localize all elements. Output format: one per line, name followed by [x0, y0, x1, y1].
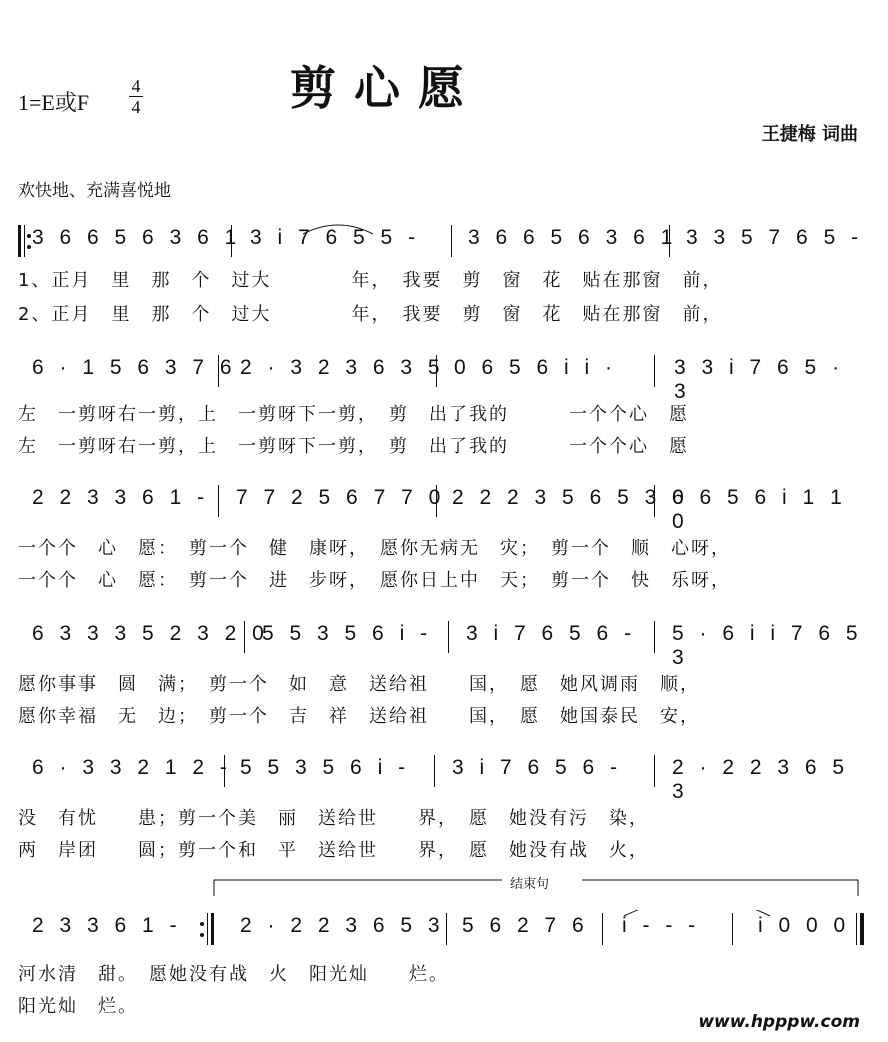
- lyric-line-2: 愿你幸福 无 边； 剪一个 吉 祥 送给祖 国， 愿 她国泰民 安，: [18, 706, 700, 727]
- lyric-line-1: 愿你事事 圆 满； 剪一个 如 意 送给祖 国， 愿 她风调雨 顺，: [18, 674, 700, 695]
- measure: 5 5 3 5 6 i -: [262, 622, 433, 645]
- lyric-line-1: 1、正月 里 那 个 过大 年， 我要 剪 窗 花 贴在那窗 前，: [18, 270, 723, 291]
- measure: 3 6 6 5 6 3 6 1: [468, 226, 678, 249]
- measure: 7 7 2 5 6 7 7 0: [236, 486, 446, 509]
- time-signature: [128, 76, 144, 117]
- song-title: 剪心愿: [290, 61, 482, 115]
- lyric-line-1: 左 一剪呀右一剪，上 一剪呀下一剪， 剪 出了我的 一个个心 愿: [18, 404, 689, 425]
- lyric-line-2: 两 岸团 圆；剪一个和 平 送给世 界， 愿 她没有战 火，: [18, 840, 649, 861]
- measure: 5 5 3 5 6 i -: [240, 756, 411, 779]
- measure: 2 · 3 2 3 6 3 5: [240, 356, 445, 379]
- measure: 5 6 2 7 6: [462, 914, 589, 937]
- measure: 2 3 3 6 1 -: [32, 914, 182, 937]
- measure: i - - -: [622, 914, 701, 937]
- measure: 6 · 3 3 2 1 2 -: [32, 756, 232, 779]
- ending-label: 结束句: [506, 873, 553, 892]
- composer-credit: 王捷梅 词曲: [761, 124, 858, 145]
- lyric-line-2: 阳光灿 烂。: [18, 996, 138, 1017]
- measure: i 0 0 0: [758, 914, 851, 937]
- measure: 6 6 5 6 i 1 1 0: [672, 486, 847, 533]
- lyric-line-1: 一个个 心 愿： 剪一个 健 康呀， 愿你无病无 灾； 剪一个 顺 心呀，: [18, 538, 731, 559]
- measure: 3 i 7 6 5 5 -: [250, 226, 421, 249]
- measure: 3 3 5 7 6 5 -: [686, 226, 864, 249]
- time-signature-bottom: 4: [131, 97, 141, 117]
- measure: 3 i 7 6 5 6 -: [466, 622, 637, 645]
- measure: 3 3 i 7 6 5 · 3: [674, 356, 845, 403]
- lyric-line-2: 2、正月 里 那 个 过大 年， 我要 剪 窗 花 贴在那窗 前，: [18, 304, 723, 325]
- tempo-marking: 欢快地、充满喜悦地: [18, 181, 171, 201]
- measure: 0 6 5 6 i i ·: [454, 356, 618, 379]
- lyric-line-1: 没 有忧 患；剪一个美 丽 送给世 界， 愿 她没有污 染，: [18, 808, 649, 829]
- lyric-line-1: 河水清 甜。 愿她没有战 火 阳光灿 烂。: [18, 964, 449, 985]
- measure: 6 3 3 3 5 2 3 2 0: [32, 622, 269, 645]
- key-signature: 1=E或F: [18, 90, 90, 115]
- measure: 2 2 3 3 6 1 -: [32, 486, 210, 509]
- lyric-line-2: 一个个 心 愿： 剪一个 进 步呀， 愿你日上中 天； 剪一个 快 乐呀，: [18, 570, 731, 591]
- time-signature-top: 4: [131, 76, 141, 96]
- measure: 6 · 1 5 6 3 7 6: [32, 356, 237, 379]
- measure: 5 · 6 i i 7 6 5 3: [672, 622, 863, 669]
- measure: 2 · 2 2 3 6 5 3: [240, 914, 445, 937]
- website-watermark: www.hpppw.com: [698, 1012, 860, 1032]
- measure: 2 · 2 2 3 6 5 3: [672, 756, 850, 803]
- measure: 3 6 6 5 6 3 6 1: [32, 226, 242, 249]
- measure: 3 i 7 6 5 6 -: [452, 756, 623, 779]
- measure: 2 2 2 3 5 6 5 3 0: [452, 486, 689, 509]
- lyric-line-2: 左 一剪呀右一剪，上 一剪呀下一剪， 剪 出了我的 一个个心 愿: [18, 436, 689, 457]
